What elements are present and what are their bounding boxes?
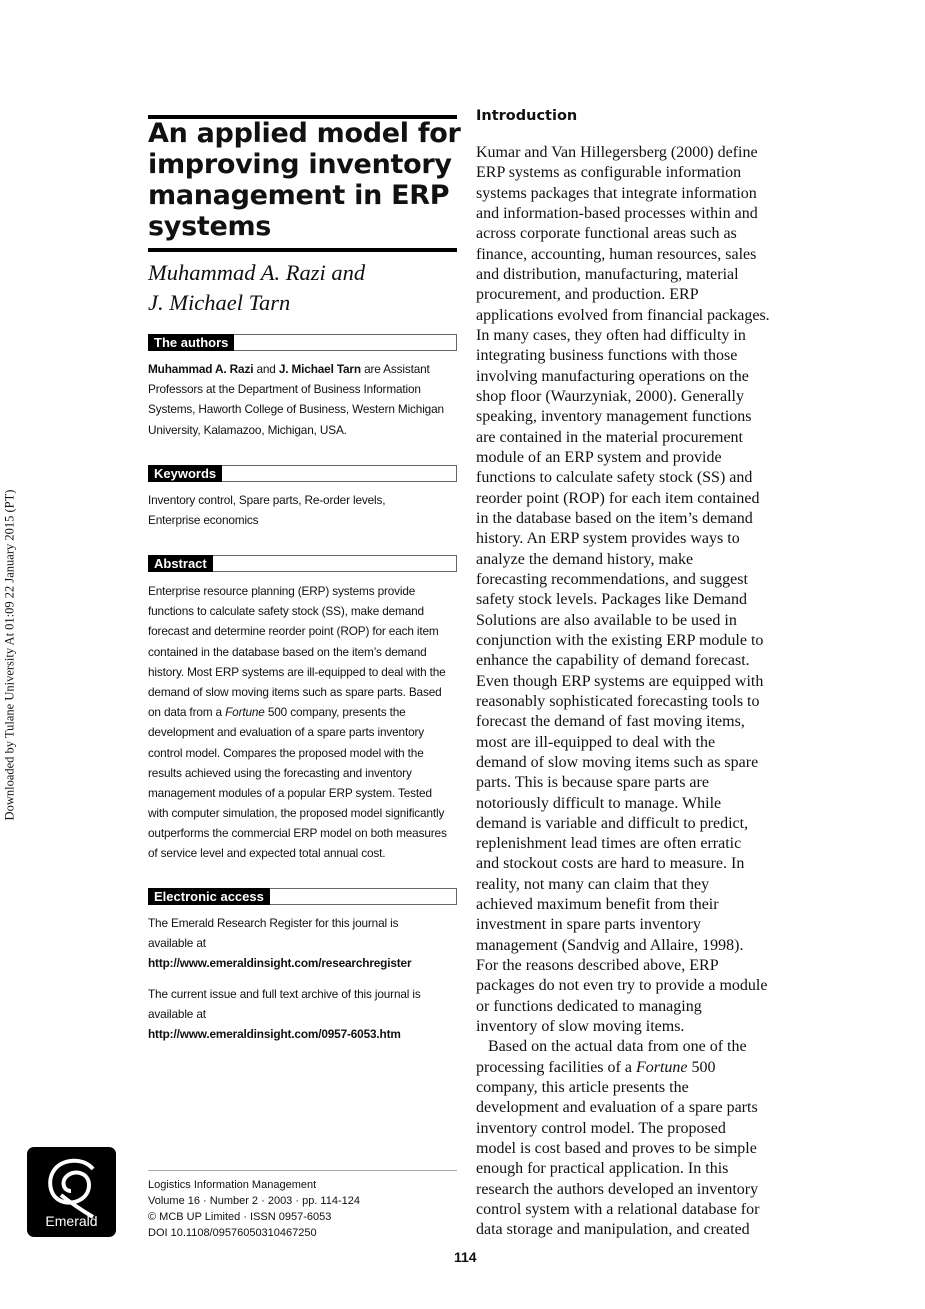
abstract-line: development and evaluation of a spare parts inventory [148,725,425,740]
body-line: involving manufacturing operations on the [476,367,749,385]
abstract-line: on data from a Fortune 500 company, presents the [148,705,406,720]
body-line: procurement, and production. ERP [476,286,699,304]
body-line: and stockout costs are hard to measure. In [476,855,745,873]
abstract-line: of service level and expected total annual cost. [148,846,386,861]
section-heading-electronic-access [148,888,457,905]
journal-copyright: © MCB UP Limited · ISSN 0957-6053 [148,1211,332,1223]
abstract-line: functions to calculate safety stock (SS), make demand [148,604,424,619]
abstract-line: control model. Compares the proposed model with the [148,745,424,760]
body-line: For the reasons described above, ERP [476,957,719,975]
bio-text: are Assistant [360,362,430,376]
body-line: forecast the demand of fast moving items, [476,713,745,731]
body-line: Even though ERP systems are equipped with [476,672,764,690]
keywords-line: Enterprise economics [148,513,259,528]
abstract-text [148,581,468,864]
body-line: and distribution, manufacturing, material [476,265,739,283]
access-line: available at [148,1006,206,1021]
heading-label: Electronic access [148,888,270,905]
abstract-line: forecast and determine reorder point (ROP) for each item [148,624,439,639]
body-line: demand of slow moving items such as spare [476,753,759,771]
body-line: speaking, inventory management functions [476,408,752,426]
body-line: functions to calculate safety stock (SS) and [476,469,753,487]
body-line: and information-based processes within and [476,204,758,222]
introduction-body [476,143,770,1241]
body-line: replenishment lead times are often erratic [476,835,742,853]
body-line: control system with a relational database for [476,1201,760,1219]
journal-doi: DOI 10.1108/09576050310467250 [148,1227,317,1239]
authors-line-2: J. Michael Tarn [148,289,291,315]
author-name-2: J. Michael Tarn [278,362,361,376]
heading-label: Keywords [148,465,222,482]
access-line: available at [148,936,206,951]
research-register-link[interactable]: http://www.emeraldinsight.com/researchregister [148,956,412,971]
abstract-line: contained in the database based on the item’s demand [148,644,427,659]
body-line: reality, not many can claim that they [476,875,710,893]
body-line: analyze the demand history, make [476,550,694,568]
body-line: reasonably sophisticated forecasting tools to [476,692,760,710]
article-authors [148,258,365,317]
access-line: The Emerald Research Register for this journal is [148,916,399,930]
body-line: company, this article presents the [476,1079,689,1097]
journal-name: Logistics Information Management [148,1179,317,1191]
bio-line: Systems, Haworth College of Business, Western Michigan [148,402,444,417]
abstract-line: history. Most ERP systems are ill-equipped to deal with the [148,664,446,679]
body-line: reorder point (ROP) for each item contained [476,489,760,507]
electronic-access-text [148,913,468,1044]
and-text: and [253,362,279,376]
body-line: development and evaluation of a spare parts [476,1099,758,1117]
emerald-logo [27,1147,116,1237]
body-line: safety stock levels. Packages like Demand [476,591,748,609]
keywords-list [148,490,468,530]
section-heading-authors [148,334,457,351]
body-line: parts. This is because spare parts are [476,774,709,792]
body-line: Solutions are also available to be used in [476,611,737,629]
body-line: most are ill-equipped to deal with the [476,733,716,751]
body-line: demand is variable and difficult to predict, [476,814,749,832]
journal-citation [148,1177,360,1241]
download-watermark: Downloaded by Tulane University At 01:09 22 January 2015 (PT) [2,489,17,821]
body-line: module of an ERP system and provide [476,448,722,466]
abstract-line: results achieved using the forecasting and inventory [148,765,412,780]
access-line: The current issue and full text archive of this journal is [148,986,421,1001]
bio-line: University, Kalamazoo, Michigan, USA. [148,422,347,437]
body-line: In many cases, they often had difficulty in [476,326,746,344]
body-line: Based on the actual data from one of the [476,1038,747,1056]
footer-rule [148,1170,457,1171]
body-line: research the authors developed an inventory [476,1180,759,1198]
section-heading-abstract [148,555,457,572]
body-line: across corporate functional areas such as [476,225,737,243]
journal-archive-link[interactable]: http://www.emeraldinsight.com/0957-6053.htm [148,1026,401,1041]
body-line: systems packages that integrate information [476,184,757,202]
title-rule-bottom [148,248,457,252]
keywords-line: Inventory control, Spare parts, Re-order levels, [148,493,386,507]
body-line: Kumar and Van Hillegersberg (2000) define [476,144,758,161]
body-line: enough for practical application. In this [476,1160,729,1178]
body-line: management (Sandvig and Allaire, 1998). [476,936,744,954]
body-line: forecasting recommendations, and suggest [476,570,748,588]
emerald-swirl-icon [27,1151,116,1221]
journal-volume: Volume 16 · Number 2 · 2003 · pp. 114-124 [148,1195,360,1207]
abstract-line: Enterprise resource planning (ERP) systems provide [148,584,416,598]
body-line: ERP systems as configurable information [476,164,742,182]
authors-line-1: Muhammad A. Razi and [148,260,366,285]
body-line: enhance the capability of demand forecast. [476,652,750,670]
body-line: applications evolved from financial packages. [476,306,770,324]
body-line: history. An ERP system provides ways to [476,530,740,548]
body-line: model is cost based and proves to be simple [476,1140,757,1158]
section-heading-keywords [148,465,457,482]
body-line: finance, accounting, human resources, sales [476,245,757,263]
article-title: An applied model for improving inventory management in ERP systems [148,118,461,242]
author-name-1: Muhammad A. Razi [148,362,254,376]
abstract-line: with computer simulation, the proposed model significantly [148,806,445,821]
page-number: 114 [454,1249,477,1265]
heading-label: Abstract [148,555,213,572]
body-line: achieved maximum benefit from their [476,896,719,914]
authors-bio [148,359,468,440]
body-line: packages do not even try to provide a module [476,977,768,995]
bio-line: Professors at the Department of Business Information [148,382,421,397]
body-line: in the database based on the item’s demand [476,509,753,527]
abstract-line: management modules of a popular ERP system. Tested [148,785,432,800]
abstract-line: outperforms the commercial ERP model on both measures [148,826,447,841]
body-line: or functions dedicated to managing [476,997,702,1015]
body-line: investment in spare parts inventory [476,916,701,934]
body-line: inventory control model. The proposed [476,1119,726,1137]
body-line: processing facilities of a Fortune 500 [476,1058,716,1076]
section-heading-introduction: Introduction [476,108,578,124]
abstract-line: demand of slow moving items such as spare parts. Based [148,684,442,699]
heading-label: The authors [148,334,234,351]
body-line: integrating business functions with those [476,347,738,365]
body-line: are contained in the material procurement [476,428,743,446]
body-line: inventory of slow moving items. [476,1018,685,1036]
body-line: notoriously difficult to manage. While [476,794,722,812]
logo-wordmark: Emerald [45,1213,98,1229]
body-line: shop floor (Waurzyniak, 2000). Generally [476,387,744,405]
body-line: data storage and manipulation, and created [476,1221,750,1239]
body-line: conjunction with the existing ERP module to [476,631,764,649]
